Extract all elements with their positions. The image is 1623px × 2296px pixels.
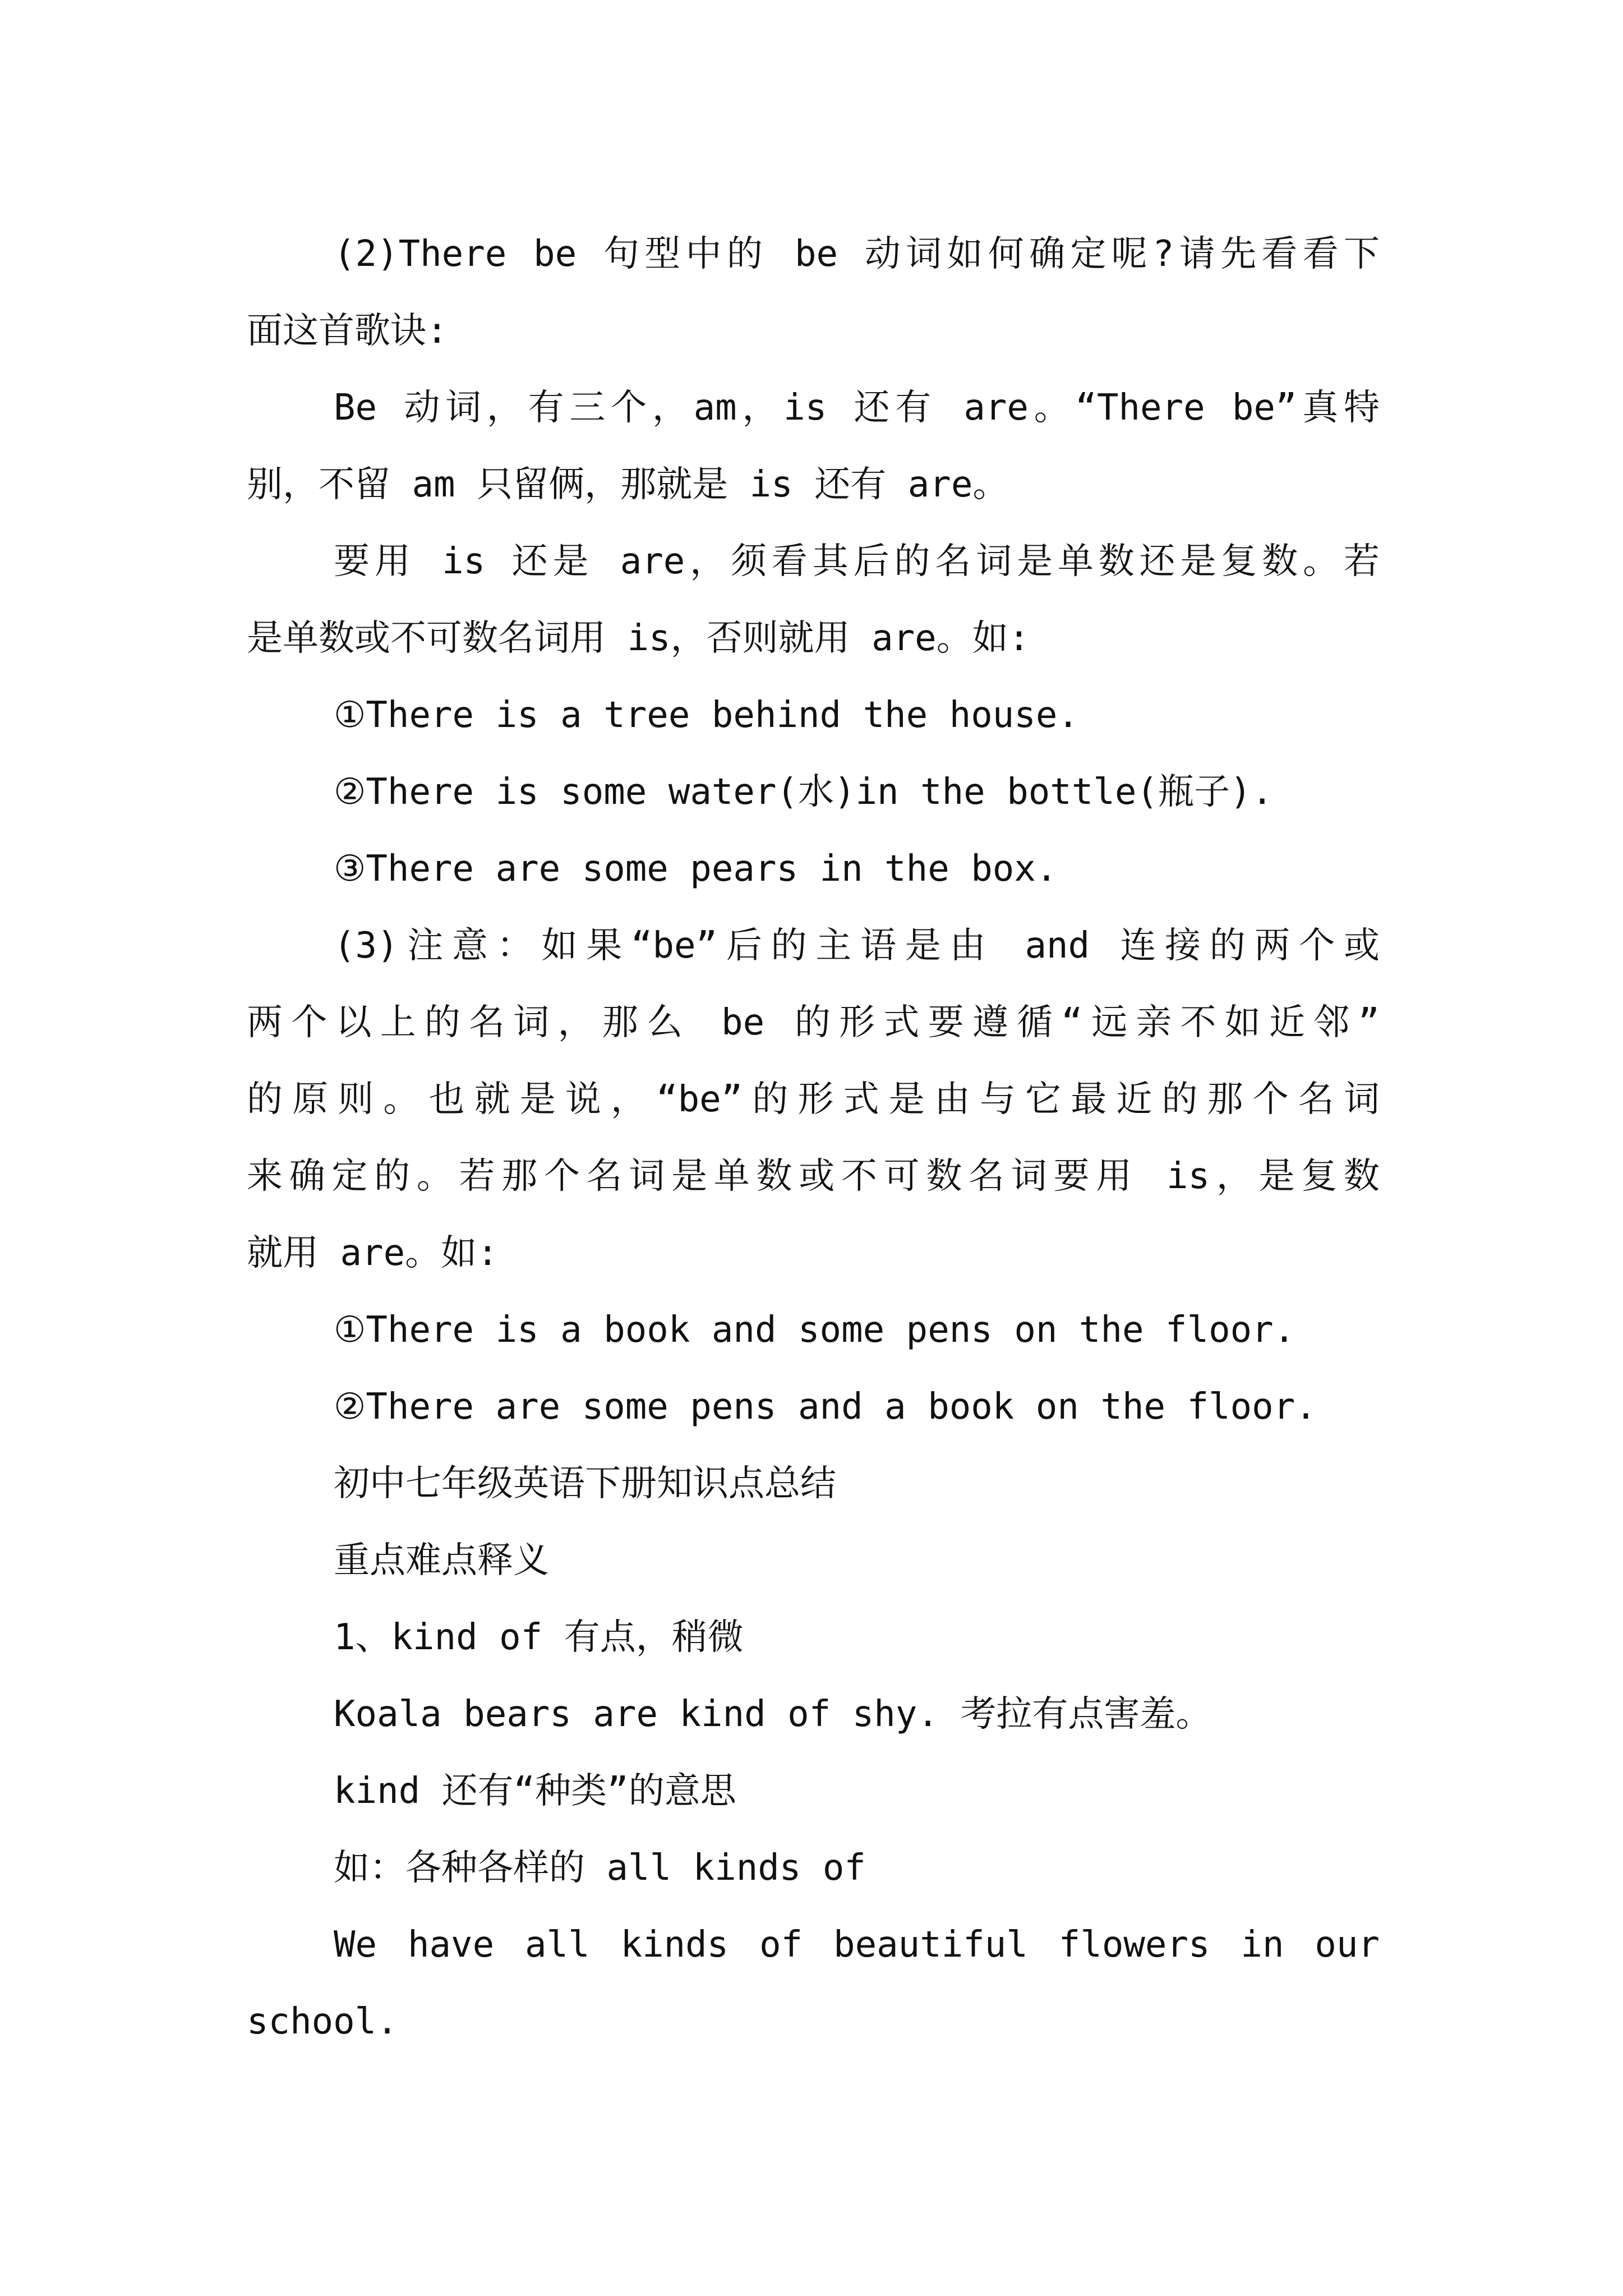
paragraph-line: 就用 are。如: [247,1232,499,1274]
example-sentence: ①There is a book and some pens on the floor. [334,1309,1295,1351]
paragraph-line: 来确定的。若那个名词是单数或不可数名词要用 is，是复数 [247,1156,1380,1197]
example-sentence: school. [247,2001,398,2042]
list-item: 1、kind of 有点，稍微 [334,1617,744,1658]
document-body [247,216,1380,2060]
paragraph-line: 的原则。也就是说，“be”的形式是由与它最近的那个名词 [247,1079,1380,1120]
example-sentence: We have all kinds of beautiful flowers in our [334,1924,1380,1966]
paragraph-line: 两个以上的名词，那么 be 的形式要遵循“远亲不如近邻” [247,1002,1380,1043]
subsection-heading: 重点难点释义 [334,1540,549,1581]
paragraph-line: 别，不留 am 只留俩，那就是 is 还有 are。 [247,464,1009,505]
example-sentence: ②There is some water(水)in the bottle(瓶子). [334,771,1274,813]
paragraph-line: 如：各种各样的 all kinds of [334,1847,866,1889]
paragraph-line: Be 动词，有三个，am，is 还有 are。“There be”真特 [334,387,1380,429]
paragraph-line: (3)注意：如果“be”后的主语是由 and 连接的两个或 [334,925,1380,967]
paragraph-line: kind 还有“种类”的意思 [334,1770,736,1812]
paragraph-line: 是单数或不可数名词用 is，否则就用 are。如: [247,618,1030,659]
paragraph-line: 要用 is 还是 are，须看其后的名词是单数还是复数。若 [334,541,1380,582]
example-sentence: Koala bears are kind of shy. 考拉有点害羞。 [334,1694,1212,1735]
paragraph-line: 面这首歌诀: [247,310,448,352]
example-sentence: ②There are some pens and a book on the floor. [334,1386,1317,1428]
example-sentence: ①There is a tree behind the house. [334,694,1079,736]
section-heading: 初中七年级英语下册知识点总结 [334,1463,836,1504]
paragraph-line: (2)There be 句型中的 be 动词如何确定呢?请先看看下 [334,233,1380,275]
example-sentence: ③There are some pears in the box. [334,848,1058,890]
